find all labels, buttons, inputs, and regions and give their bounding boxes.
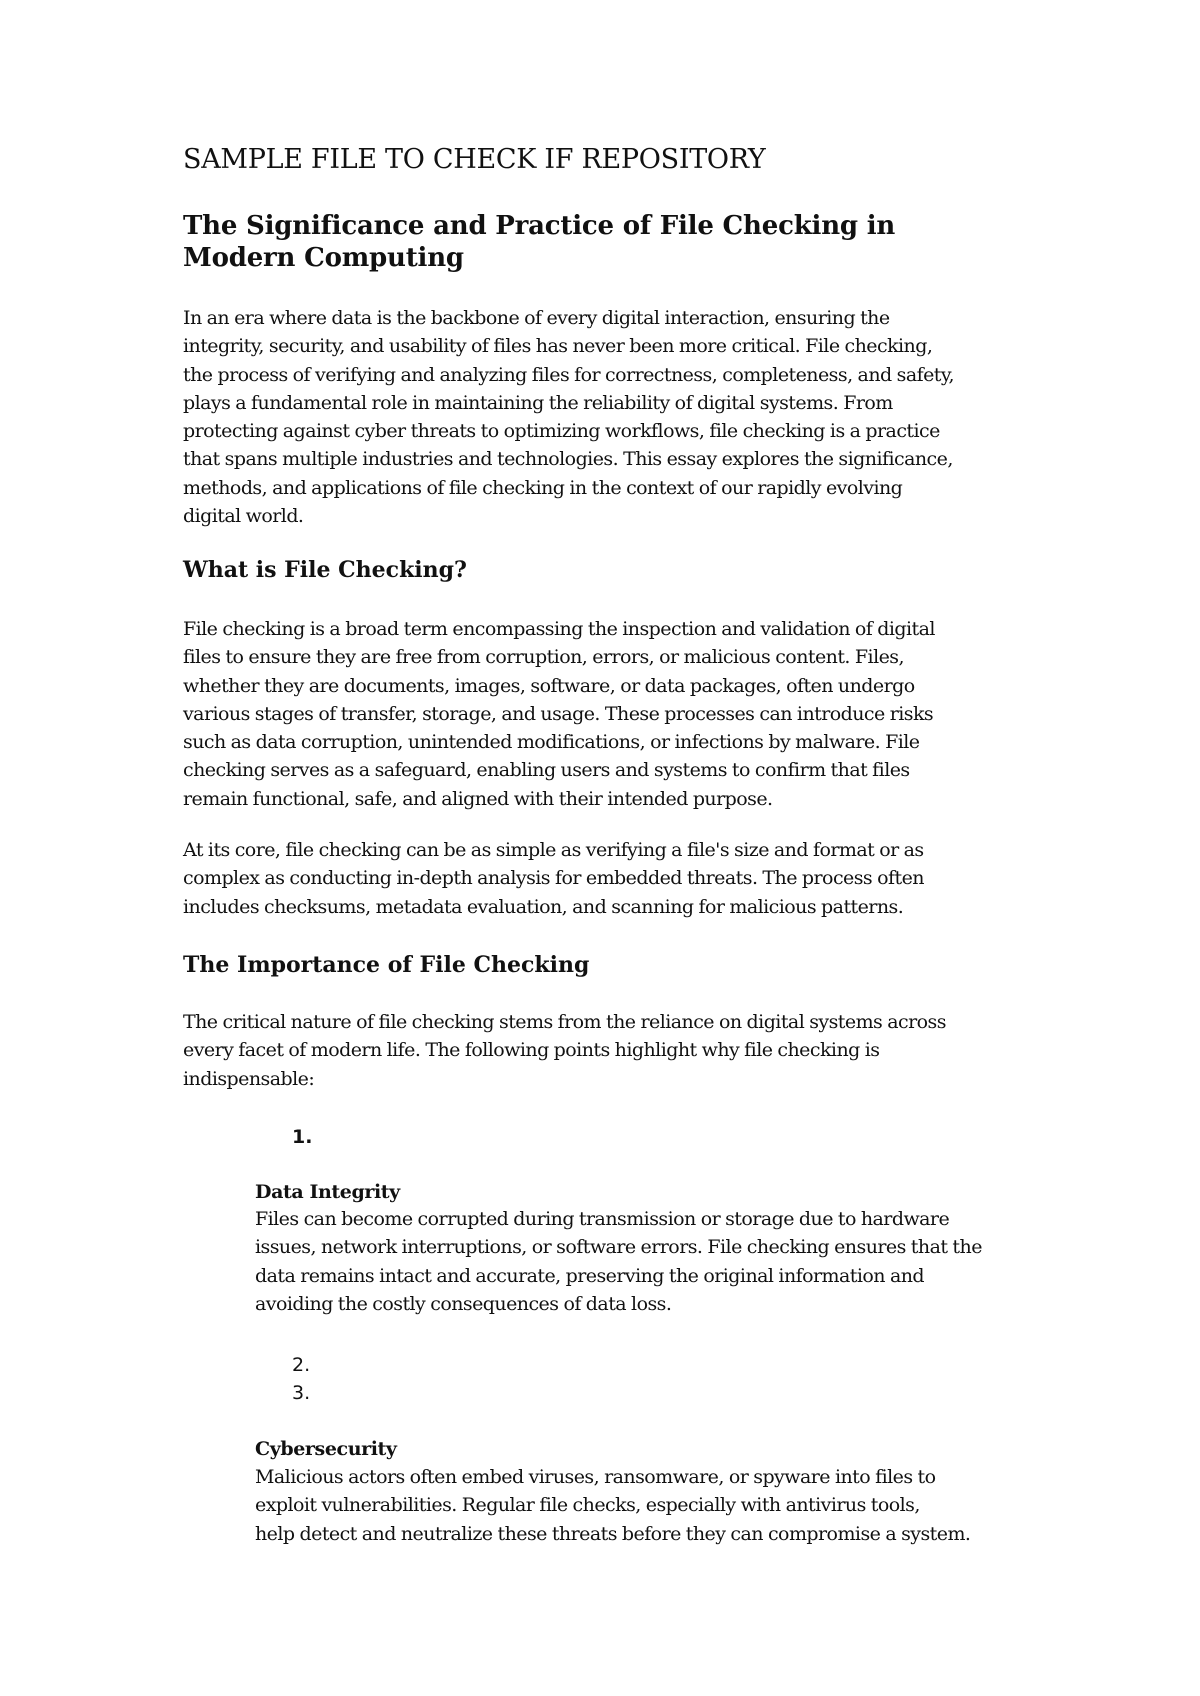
text-line: files to ensure they are free from corruption, errors, or malicious content. Files, bbox=[183, 646, 904, 669]
text-line: Files can become corrupted during transmission or storage due to hardware bbox=[255, 1208, 950, 1230]
text-line: At its core, file checking can be as simple as verifying a file's size and format or as bbox=[183, 839, 924, 861]
text-line: plays a fundamental role in maintaining the reliability of digital systems. From bbox=[183, 391, 893, 414]
list-number-2: 2. bbox=[292, 1354, 311, 1376]
text-line: such as data corruption, unintended modifications, or infections by malware. File bbox=[183, 731, 920, 754]
text-line: complex as conducting in-depth analysis for embedded threats. The process often bbox=[183, 867, 924, 890]
essay-heading: The Significance and Practice of File Checking in Modern Computing bbox=[183, 211, 896, 273]
text-line: Malicious actors often embed viruses, ransomware, or spyware into files to bbox=[255, 1466, 936, 1488]
text-line: data remains intact and accurate, preserving the original information and bbox=[255, 1264, 925, 1287]
text-line: includes checksums, metadata evaluation, and scanning for malicious patterns. bbox=[183, 895, 904, 918]
text-line: that spans multiple industries and technologies. This essay explores the significance, bbox=[183, 448, 953, 471]
document-title: SAMPLE FILE TO CHECK IF REPOSITORY bbox=[183, 144, 766, 175]
text-line: In an era where data is the backbone of every digital interaction, ensuring the bbox=[183, 307, 890, 329]
text-line: various stages of transfer, storage, and usage. These processes can introduce risks bbox=[183, 702, 934, 725]
section-heading-what-is: What is File Checking? bbox=[183, 557, 467, 583]
text-line: methods, and applications of file checking in the context of our rapidly evolving bbox=[183, 476, 903, 499]
text-line: integrity, security, and usability of files has never been more critical. File checking, bbox=[183, 335, 933, 358]
intro-paragraph bbox=[183, 304, 1043, 530]
section-heading-importance: The Importance of File Checking bbox=[183, 952, 590, 978]
list-item-body-cybersecurity bbox=[255, 1463, 1055, 1548]
list-item-body-data-integrity bbox=[255, 1205, 1055, 1318]
text-line: whether they are documents, images, software, or data packages, often undergo bbox=[183, 674, 915, 697]
list-number-3: 3. bbox=[292, 1382, 311, 1404]
text-line: protecting against cyber threats to optimizing workflows, file checking is a practice bbox=[183, 420, 940, 443]
section1-paragraph-2 bbox=[183, 836, 1043, 921]
text-line: every facet of modern life. The following points highlight why file checking is bbox=[183, 1039, 880, 1062]
text-line: The critical nature of file checking stems from the reliance on digital systems across bbox=[183, 1011, 946, 1033]
text-line: issues, network interruptions, or software errors. File checking ensures that the bbox=[255, 1236, 982, 1259]
text-line: checking serves as a safeguard, enabling users and systems to confirm that files bbox=[183, 759, 910, 782]
text-line: digital world. bbox=[183, 505, 304, 528]
text-line: avoiding the costly consequences of data loss. bbox=[255, 1292, 672, 1315]
text-line: help detect and neutralize these threats before they can compromise a system. bbox=[255, 1522, 971, 1545]
text-line: indispensable: bbox=[183, 1067, 315, 1090]
text-line: remain functional, safe, and aligned with their intended purpose. bbox=[183, 787, 773, 810]
section2-paragraph-1 bbox=[183, 1008, 1043, 1093]
list-item-title-data-integrity: Data Integrity bbox=[255, 1181, 400, 1203]
section1-paragraph-1 bbox=[183, 615, 1043, 813]
text-line: exploit vulnerabilities. Regular file checks, especially with antivirus tools, bbox=[255, 1494, 920, 1517]
list-number-1: 1. bbox=[292, 1126, 313, 1148]
text-line: the process of verifying and analyzing files for correctness, completeness, and safety, bbox=[183, 363, 955, 386]
list-item-title-cybersecurity: Cybersecurity bbox=[255, 1438, 397, 1460]
text-line: File checking is a broad term encompassing the inspection and validation of digital bbox=[183, 618, 935, 640]
